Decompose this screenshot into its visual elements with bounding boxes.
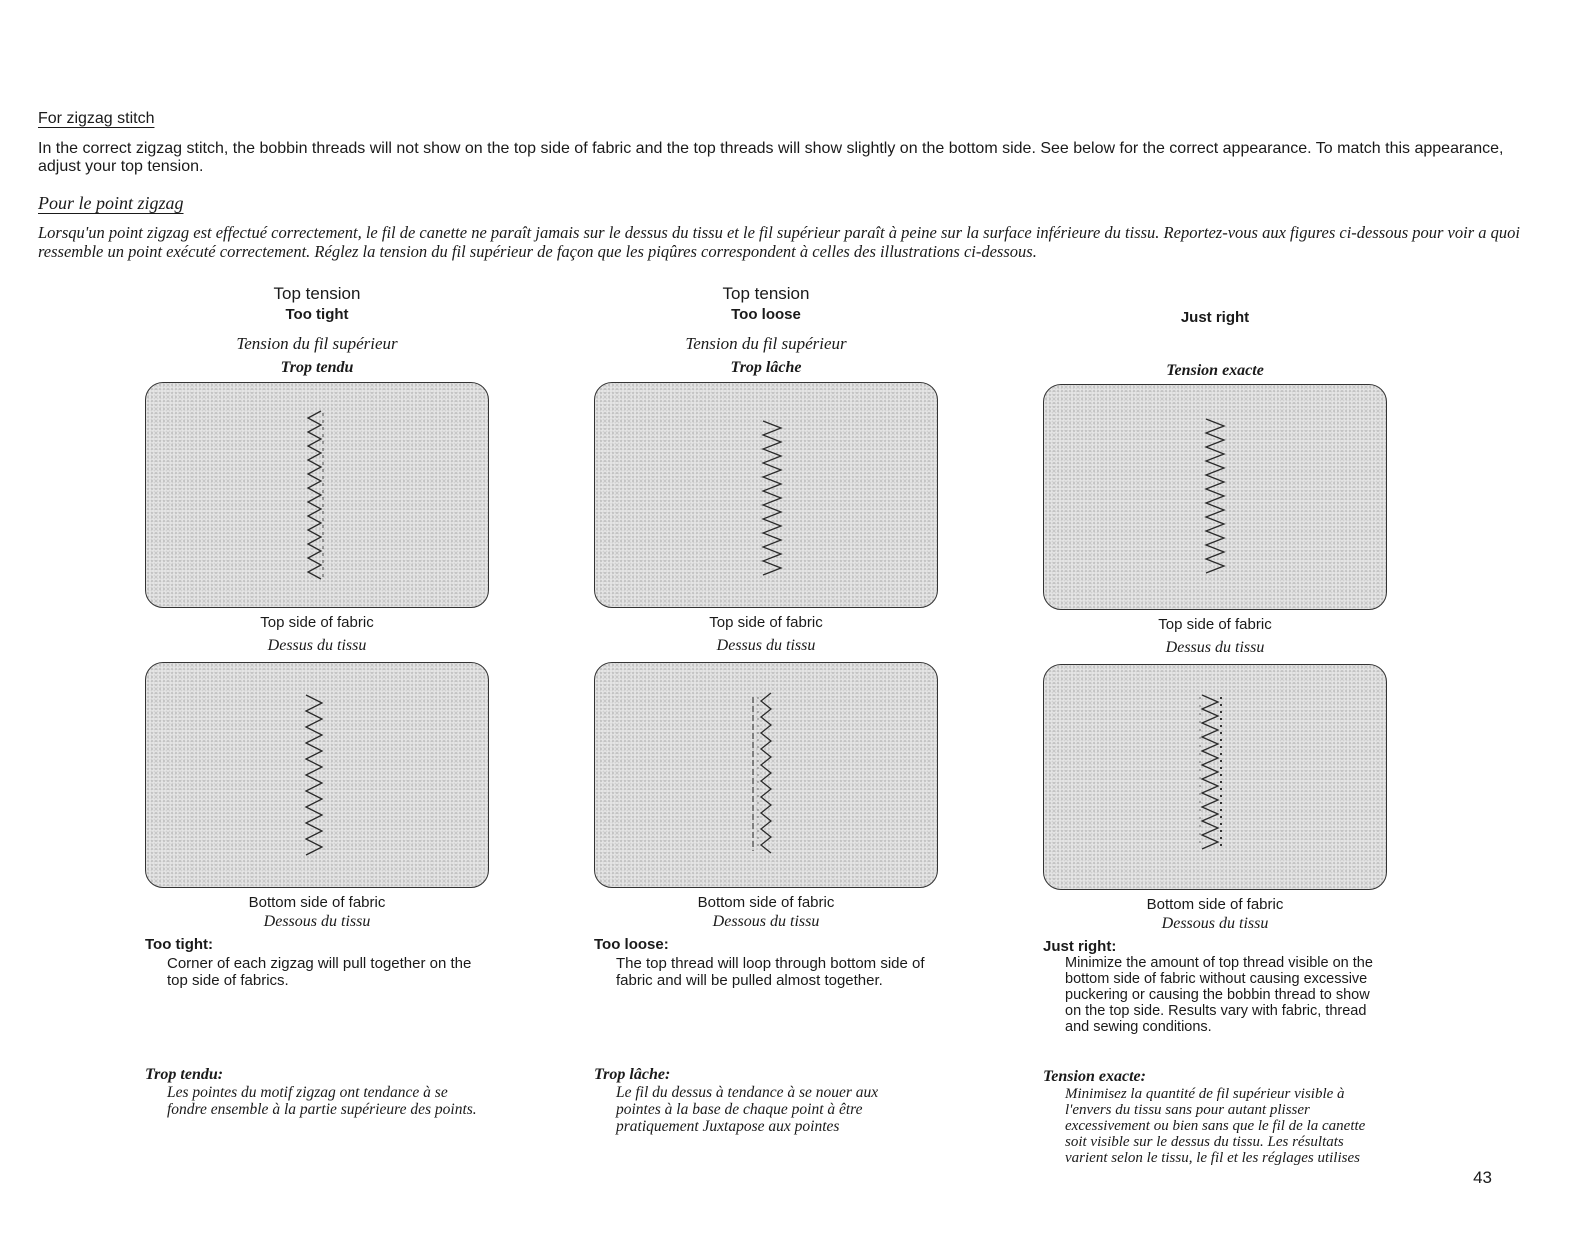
section-heading-fr: Pour le point zigzag bbox=[38, 193, 184, 213]
description-fr bbox=[145, 1066, 485, 1118]
description-en bbox=[145, 936, 485, 989]
bottom-caption-en: Bottom side of fabric bbox=[1146, 896, 1284, 913]
zigzag-stitch-right-bottom bbox=[1044, 665, 1386, 889]
column-title-fr: Tension du fil supérieur bbox=[685, 334, 847, 353]
column-state-fr: Tension exacte bbox=[1166, 362, 1264, 379]
description-title-fr: Trop tendu: bbox=[145, 1066, 224, 1083]
intro-paragraph-fr: Lorsqu'un point zigzag est effectué correctement, le fil de canette ne paraît jamais sur le dessus du tissu et le fil supérieur paraît à peine sur la surface inférieure du tissu. Reportez-vous aux figures ci-dessous pour voir a quoi ressemble un point exécuté correctement. Réglez la tension du fil supérieur de façon que les piqûres correspondent à celles des illustrations ci-dessous. bbox=[38, 223, 1520, 261]
zigzag-stitch-right-top bbox=[1044, 385, 1386, 609]
description-title-en: Too loose: bbox=[594, 936, 669, 953]
zigzag-stitch-tight-bottom bbox=[146, 663, 488, 887]
top-caption-en: Top side of fabric bbox=[709, 614, 823, 631]
top-fabric-illustration bbox=[1043, 384, 1387, 610]
column-state-en: Just right bbox=[1180, 309, 1250, 326]
description-body-en: The top thread will loop through bottom side of fabric and will be pulled almost together. bbox=[616, 955, 925, 989]
bottom-caption-fr: Dessous du tissu bbox=[263, 913, 371, 930]
zigzag-stitch-loose-bottom bbox=[595, 663, 937, 887]
column-state-fr: Trop tendu bbox=[280, 359, 354, 376]
description-en bbox=[1043, 938, 1387, 1035]
bottom-caption-en: Bottom side of fabric bbox=[248, 894, 386, 911]
top-caption-en: Top side of fabric bbox=[1158, 616, 1272, 633]
zigzag-stitch-tight-top bbox=[146, 383, 488, 607]
page-number: 43 bbox=[1473, 1168, 1492, 1187]
description-fr bbox=[594, 1066, 924, 1135]
column-state-en: Too tight bbox=[285, 306, 349, 323]
description-body-fr: Les pointes du motif zigzag ont tendance à se fondre ensemble à la partie supérieure des points. bbox=[167, 1084, 477, 1118]
column-state-fr: Trop lâche bbox=[730, 359, 802, 376]
bottom-fabric-illustration bbox=[594, 662, 938, 888]
description-body-en: Minimize the amount of top thread visible on the bottom side of fabric without causing excessive puckering or causing the bobbin thread to show on the top side. Results vary with fabric, thread and sewing conditions. bbox=[1065, 955, 1373, 1035]
top-caption-fr: Dessus du tissu bbox=[716, 637, 816, 654]
bottom-caption-en: Bottom side of fabric bbox=[697, 894, 835, 911]
bottom-fabric-illustration bbox=[1043, 664, 1387, 890]
description-body-fr: Minimisez la quantité de fil supérieur visible à l'envers du tissu sans pour autant plisser excessivement ou bien sans que le fil de la canette soit visible sur le dessus du tissu. Les résultats varient selon le tissu, le fil et les réglages utilises bbox=[1065, 1086, 1366, 1166]
bottom-fabric-illustration bbox=[145, 662, 489, 888]
top-caption-fr: Dessus du tissu bbox=[267, 637, 367, 654]
column-title-en: Top tension bbox=[722, 284, 810, 303]
description-body-fr: Le fil du dessus à tendance à se nouer aux pointes à la base de chaque point à être pratiquement Juxtapose aux pointes bbox=[616, 1084, 879, 1135]
description-title-en: Just right: bbox=[1043, 938, 1117, 955]
description-fr bbox=[1043, 1068, 1373, 1166]
bottom-caption-fr: Dessous du tissu bbox=[1161, 915, 1269, 932]
intro-paragraph-en: In the correct zigzag stitch, the bobbin threads will not show on the top side of fabric and the top threads will show slightly on the bottom side. See below for the correct appearance. To match this appearance, adjust your top tension. bbox=[38, 140, 1504, 175]
top-caption-fr: Dessus du tissu bbox=[1165, 639, 1265, 656]
zigzag-stitch-loose-top bbox=[595, 383, 937, 607]
bottom-caption-fr: Dessous du tissu bbox=[712, 913, 820, 930]
description-title-fr: Trop lâche: bbox=[594, 1066, 671, 1083]
top-caption-en: Top side of fabric bbox=[260, 614, 374, 631]
column-title-en: Top tension bbox=[273, 284, 361, 303]
description-en bbox=[594, 936, 938, 989]
top-fabric-illustration bbox=[145, 382, 489, 608]
description-body-en: Corner of each zigzag will pull together on the top side of fabrics. bbox=[167, 955, 472, 989]
description-title-en: Too tight: bbox=[145, 936, 214, 953]
column-state-en: Too loose bbox=[731, 306, 801, 323]
section-heading-en: For zigzag stitch bbox=[38, 110, 155, 127]
description-title-fr: Tension exacte: bbox=[1043, 1068, 1146, 1085]
top-fabric-illustration bbox=[594, 382, 938, 608]
column-title-fr: Tension du fil supérieur bbox=[236, 334, 398, 353]
